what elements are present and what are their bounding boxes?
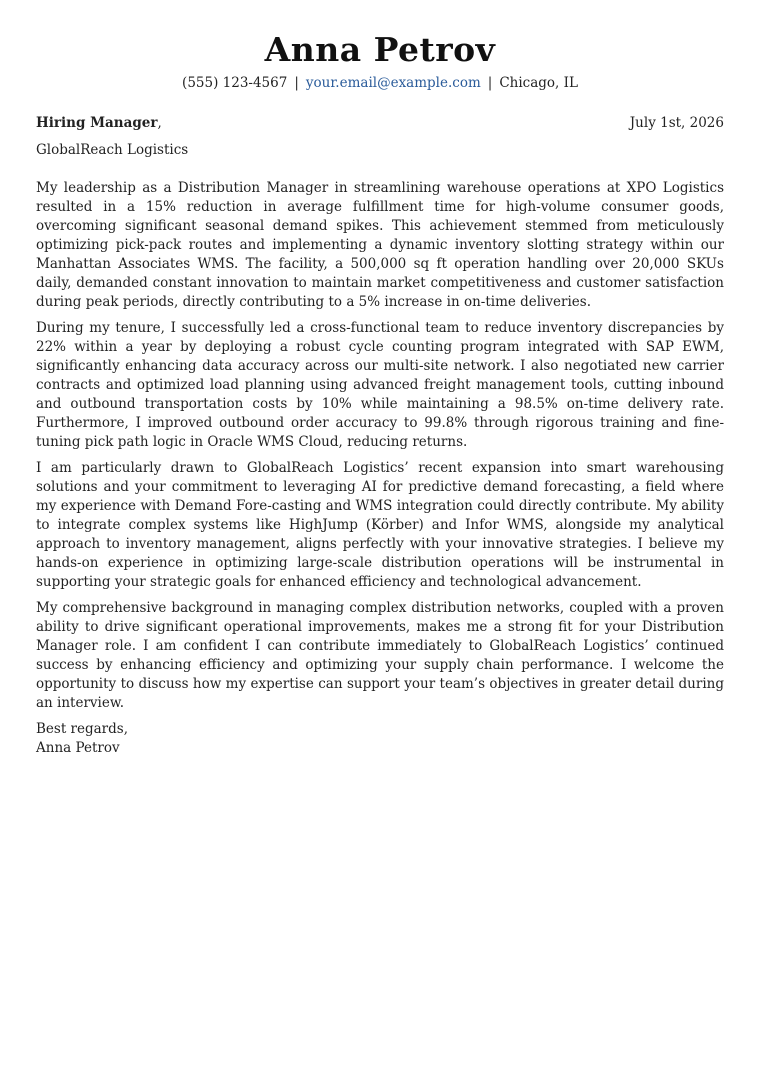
recipient-title: Hiring Manager [36,115,158,131]
recipient-company: GlobalReach Logistics [36,142,189,158]
contact-line [36,74,724,92]
contact-separator: | [487,75,493,91]
recipient-date-row [36,114,724,132]
recipient-comma: , [157,115,162,131]
email-link[interactable]: your.email@example.com [305,75,481,91]
body-paragraph: During my tenure, I successfully led a cross-functional team to reduce inventory discrepancies by 22% within a year by deploying a robust cycle counting program integrated with SAP EWM, significantly enhancing data accuracy across our multi-site network. I also negotiated new carrier contracts and optimized load planning using advanced freight management tools, cutting inbound and outbound transportation costs by 10% while maintaining a 98.5% on-time delivery rate. Furthermore, I improved outbound order accuracy to 99.8% through rigorous training and fine-tuning pick path logic in Oracle WMS Cloud, reducing returns. [36,320,724,450]
letter-date: July 1st, 2026 [629,115,724,131]
location: Chicago, IL [499,75,578,91]
phone-number: (555) 123-4567 [182,75,288,91]
recipient [36,114,162,132]
body-paragraph: My leadership as a Distribution Manager in streamlining warehouse operations at XPO Logistics resulted in a 15% reduction in average fulfillment time for high-volume consumer goods, overcoming significant seasonal demand spikes. This achievement stemmed from meticulously optimizing pick-pack routes and implementing a dynamic inventory slotting strategy within our Manhattan Associates WMS. The facility, a 500,000 sq ft operation handling over 20,000 SKUs daily, demanded constant innovation to maintain market competitiveness and customer satisfaction during peak periods, directly contributing to a 5% increase in on-time deliveries. [36,180,724,310]
contact-separator: | [294,75,299,91]
closing-salutation: Best regards, [36,721,129,737]
letter-body [36,179,724,713]
closing-block [36,720,724,758]
body-paragraph: My comprehensive background in managing complex distribution networks, coupled with a proven ability to drive significant operational improvements, makes me a strong fit for your Distribution Manager role. I am confident I can contribute immediately to GlobalReach Logistics’ continued success by enhancing efficiency and optimizing your supply chain performance. I welcome the opportunity to discuss how my expertise can support your team’s objectives in greater detail during an interview. [36,600,724,711]
body-paragraph: I am particularly drawn to GlobalReach Logistics’ recent expansion into smart warehousing solutions and your commitment to leveraging AI for predictive demand forecasting, a field where my experience with Demand Fore-casting and WMS integration could directly contribute. My ability to integrate complex systems like HighJump (Körber) and Infor WMS, alongside my analytical approach to inventory management, aligns perfectly with your innovative strategies. I believe my hands-on experience in optimizing large-scale distribution operations will be instrumental in supporting your strategic goals for enhanced efficiency and technological advancement. [36,460,724,590]
applicant-name: Anna Petrov [264,30,496,69]
signature-name: Anna Petrov [36,740,120,756]
